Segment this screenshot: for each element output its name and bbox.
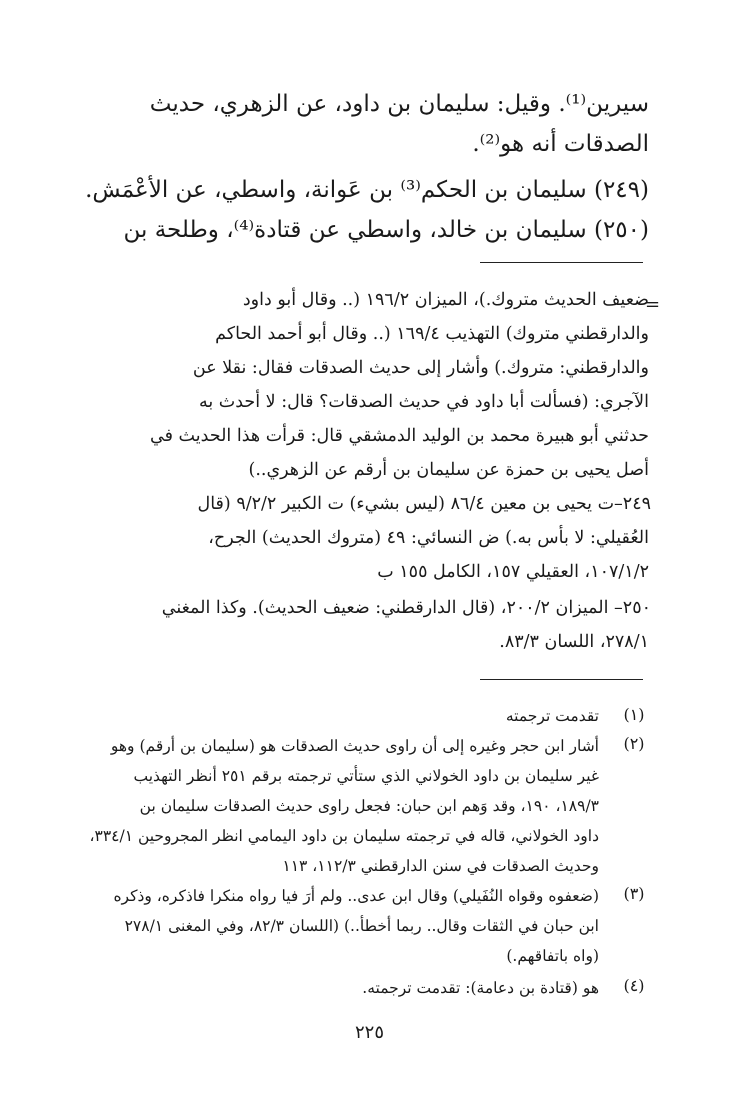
separator-rule-footnotes [480,679,643,680]
main-text-line-1: سيرين⁽¹⁾. وقيل: سليمان بن داود، عن الزهري، حديث [149,91,649,117]
footnote-2-line-5: وحديث الصدقات في سنن الدارقطني ١١٢/٣، ١١٣ [282,857,599,875]
notes-continuation-line-5: حدثني أبو هبيرة محمد بن الوليد الدمشقي قال: قرأت هذا الحديث في [150,426,649,446]
note-249-line-3: ١٠٧/١/٢، العقيلي ١٥٧، الكامل ١٥٥ ب [377,562,649,582]
note-249-line-1: ٢٤٩–ت يحيى بن معين ٨٦/٤ (ليس بشيء) ت الكبير ٩/٢/٢ (قال [197,494,651,514]
continuation-marker: = [645,294,661,315]
main-text-entry-249: (٢٤٩) سليمان بن الحكم⁽³⁾ بن عَوانة، واسطي، عن الأعْمَش. [85,177,649,203]
notes-continuation-line-3: والدارقطني: متروك.) وأشار إلى حديث الصدقات فقال: نقلا عن [192,358,649,378]
footnote-2-line-4: داود الخولاني، قاله في ترجمته سليمان بن داود اليمامي انظر المجروحين ٣٣٤/١، [89,827,599,845]
footnote-3-line-1: (ضعفوه وقواه النُفَيلي) وقال ابن عدى.. ولم أرَ فيا رواه منكرا فاذكره، وذكره [113,887,599,905]
note-250-line-2: ٢٧٨/١، اللسان ٨٣/٣. [499,632,649,652]
note-250-line-1: ٢٥٠– الميزان ٢٠٠/٢، (قال الدارقطني: ضعيف الحديث). وكذا المغني [161,598,651,618]
footnote-number-2: (٢) [623,734,645,753]
footnote-3-line-3: (واه باتفاقهم.) [506,947,599,965]
note-249-line-2: العُقيلي: لا بأس به.) ض النسائي: ٤٩ (متروك الحديث) الجرح، [208,528,649,548]
separator-rule-top [480,262,643,263]
notes-continuation-line-6: أصل يحيى بن حمزة عن سليمان بن أرقم عن الزهري..) [248,460,649,480]
notes-continuation-line-2: والدارقطني متروك) التهذيب ١٦٩/٤ (.. وقال أبو أحمد الحاكم [215,324,649,344]
page-number: ٢٢٥ [354,1022,384,1043]
footnote-number-3: (٣) [623,884,645,903]
footnote-2-line-1: أشار ابن حجر وغيره إلى أن راوى حديث الصدقات هو (سليمان بن أرقم) وهو [110,737,599,755]
footnote-number-4: (٤) [623,976,645,995]
footnote-4-line-1: هو (قتادة بن دعامة): تقدمت ترجمته. [362,979,599,997]
footnote-3-line-2: ابن حبان في الثقات وقال.. ربما أخطأ..) (اللسان ٨٢/٣، وفي المغنى ٢٧٨/١ [124,917,599,935]
notes-continuation-line-1: ضعيف الحديث متروك.)، الميزان ١٩٦/٢ (.. وقال أبو داود [242,290,649,310]
footnote-number-1: (١) [623,705,645,724]
footnote-1-line-1: تقدمت ترجمته [505,707,599,725]
footnote-2-line-3: ١٨٩/٣، ١٩٠، وقد وَهم ابن حبان: فجعل راوى حديث الصدقات سليمان بن [139,797,599,815]
main-text-entry-250: (٢٥٠) سليمان بن خالد، واسطي عن قتادة⁽⁴⁾، وطلحة بن [123,217,649,243]
notes-continuation-line-4: الآجري: (فسألت أبا داود في حديث الصدقات؟ قال: لا أحدث به [198,392,649,412]
footnote-2-line-2: غير سليمان بن داود الخولاني الذي ستأتي ترجمته برقم ٢٥١ أنظر التهذيب [133,767,599,785]
main-text-line-2: الصدقات أنه هو⁽²⁾. [472,131,649,157]
